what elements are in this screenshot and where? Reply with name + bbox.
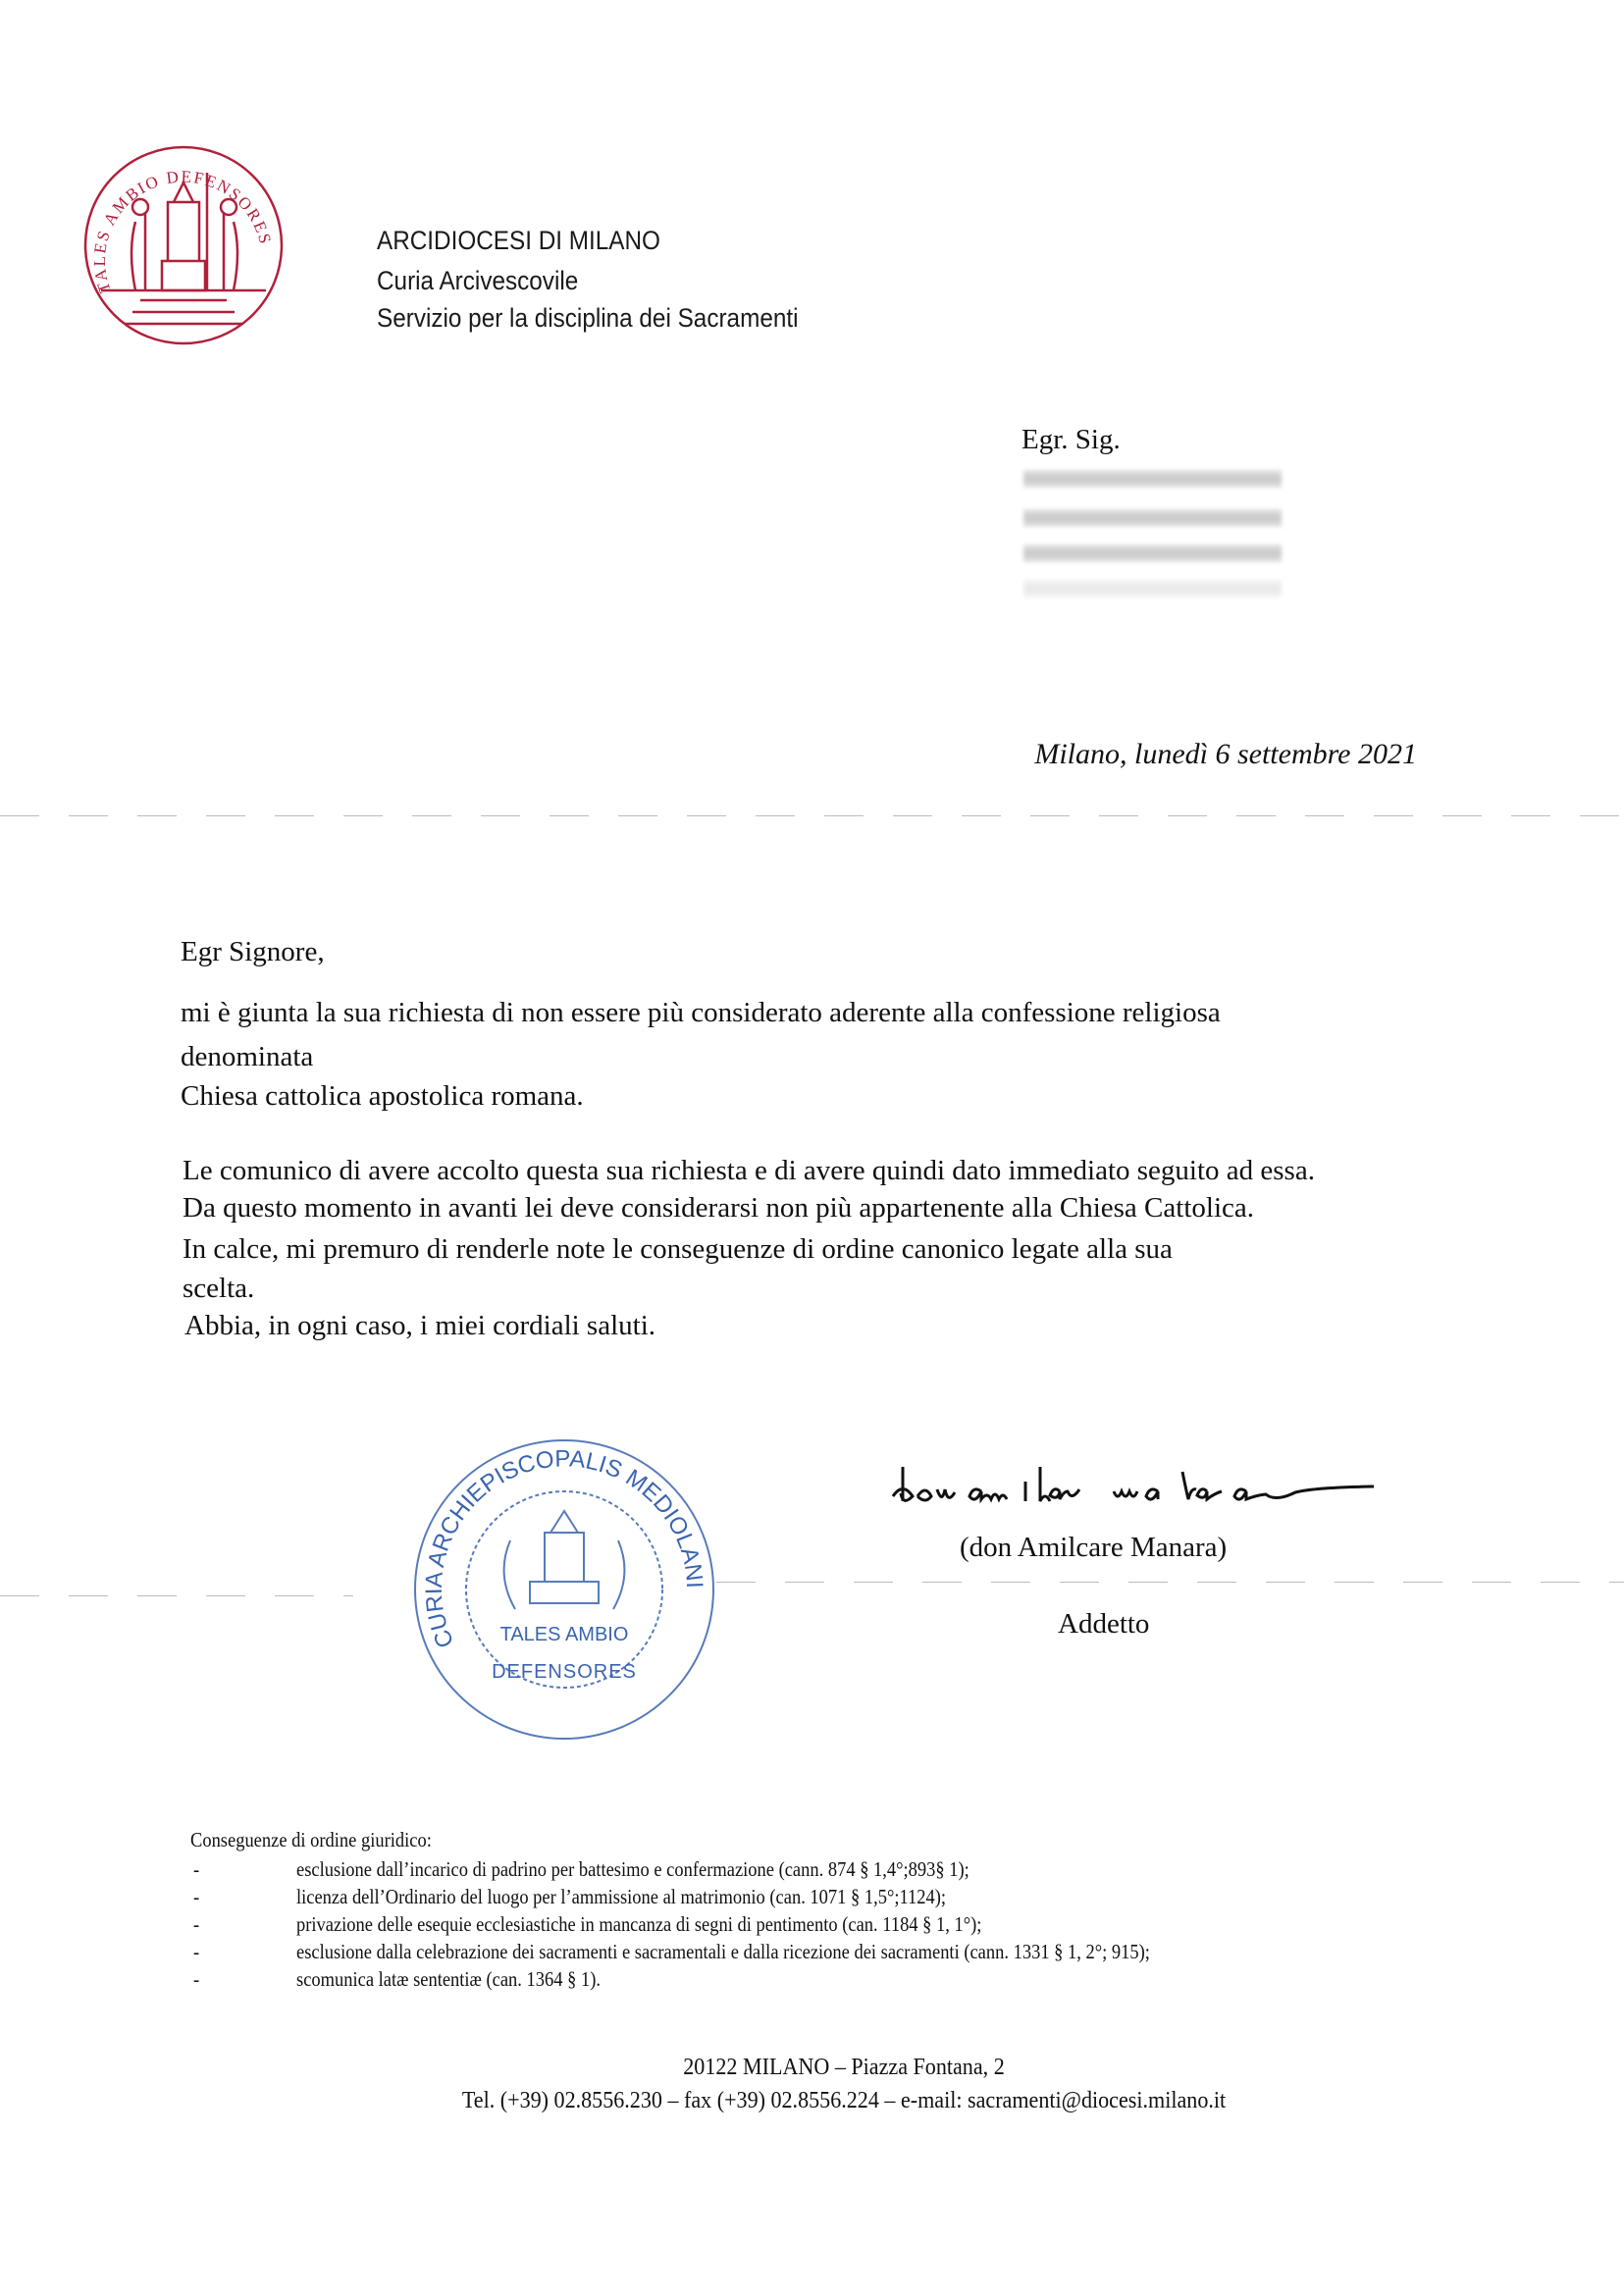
letter-date: Milano, lunedì 6 settembre 2021 xyxy=(1034,738,1417,770)
bullet: - xyxy=(193,1967,200,1991)
handwritten-signature xyxy=(888,1462,1403,1521)
svg-text:CURIA ARCHIEPISCOPALIS MEDIOLA xyxy=(421,1445,707,1651)
stamp-text: CURIA ARCHIEPISCOPALIS MEDIOLANI xyxy=(420,1445,708,1652)
body-line: denominata xyxy=(181,1041,314,1072)
scan-line xyxy=(716,1582,1624,1583)
body-line: Abbia, in ogni caso, i miei cordiali saluti. xyxy=(184,1310,656,1341)
list-item: privazione delle esequie ecclesiastiche in mancanza di segni di pentimento (can. 1184 § 1, 1°); xyxy=(296,1912,982,1936)
list-item: scomunica latæ sententiæ (can. 1364 § 1). xyxy=(296,1967,601,1991)
consequences-title: Conseguenze di ordine giuridico: xyxy=(190,1828,432,1851)
letterhead-curia: Curia Arcivescovile xyxy=(377,266,579,295)
list-item: esclusione dalla celebrazione dei sacramenti e sacramentali e dalla ricezione dei sacramenti (cann. 1331 § 1, 2°; 915); xyxy=(296,1940,1150,1963)
recipient-salutation: Egr. Sig. xyxy=(1022,424,1121,455)
body-line: Le comunico di avere accolto questa sua richiesta e di avere quindi dato immediato seguito ad essa. xyxy=(183,1155,1315,1186)
footer-address: 20122 MILANO – Piazza Fontana, 2 xyxy=(683,2055,1005,2080)
stamp-motto-line-1: TALES AMBIO xyxy=(499,1624,629,1645)
curia-stamp xyxy=(407,1433,721,1747)
list-item: esclusione dall’incarico di padrino per battesimo e confermazione (cann. 874 § 1,4°;893§ 1); xyxy=(296,1857,969,1881)
scan-line xyxy=(0,815,1624,816)
archdiocese-seal-logo xyxy=(81,143,286,347)
signatory-role: Addetto xyxy=(1058,1608,1150,1640)
scan-line xyxy=(0,1595,353,1596)
seal-text: TALES AMBIO DEFENSORES xyxy=(89,167,276,295)
stamp-motto-line-2: DEFENSORES xyxy=(492,1661,637,1683)
letterhead-archdiocese: ARCIDIOCESI DI MILANO xyxy=(377,226,660,255)
body-line: mi è giunta la sua richiesta di non essere più considerato aderente alla confessione religiosa xyxy=(181,997,1221,1028)
letterhead-service: Servizio per la disciplina dei Sacramenti xyxy=(377,303,799,333)
body-line: scelta. xyxy=(183,1273,255,1304)
footer-contacts: Tel. (+39) 02.8556.230 – fax (+39) 02.8556.224 – e-mail: sacramenti@diocesi.milano.it xyxy=(461,2088,1227,2113)
greeting: Egr Signore, xyxy=(181,936,325,967)
body-line: Da questo momento in avanti lei deve considerarsi non più appartenente alla Chiesa Cattolica. xyxy=(183,1192,1254,1224)
bullet: - xyxy=(193,1912,200,1936)
list-item: licenza dell’Ordinario del luogo per l’ammissione al matrimonio (can. 1071 § 1,5°;1124); xyxy=(296,1885,947,1908)
body-line: Chiesa cattolica apostolica romana. xyxy=(181,1080,584,1112)
bullet: - xyxy=(193,1940,200,1963)
bullet: - xyxy=(193,1885,200,1908)
bullet: - xyxy=(193,1857,200,1881)
body-line: In calce, mi premuro di renderle note le conseguenze di ordine canonico legate alla sua xyxy=(183,1233,1173,1265)
signatory-name: (don Amilcare Manara) xyxy=(960,1532,1228,1563)
